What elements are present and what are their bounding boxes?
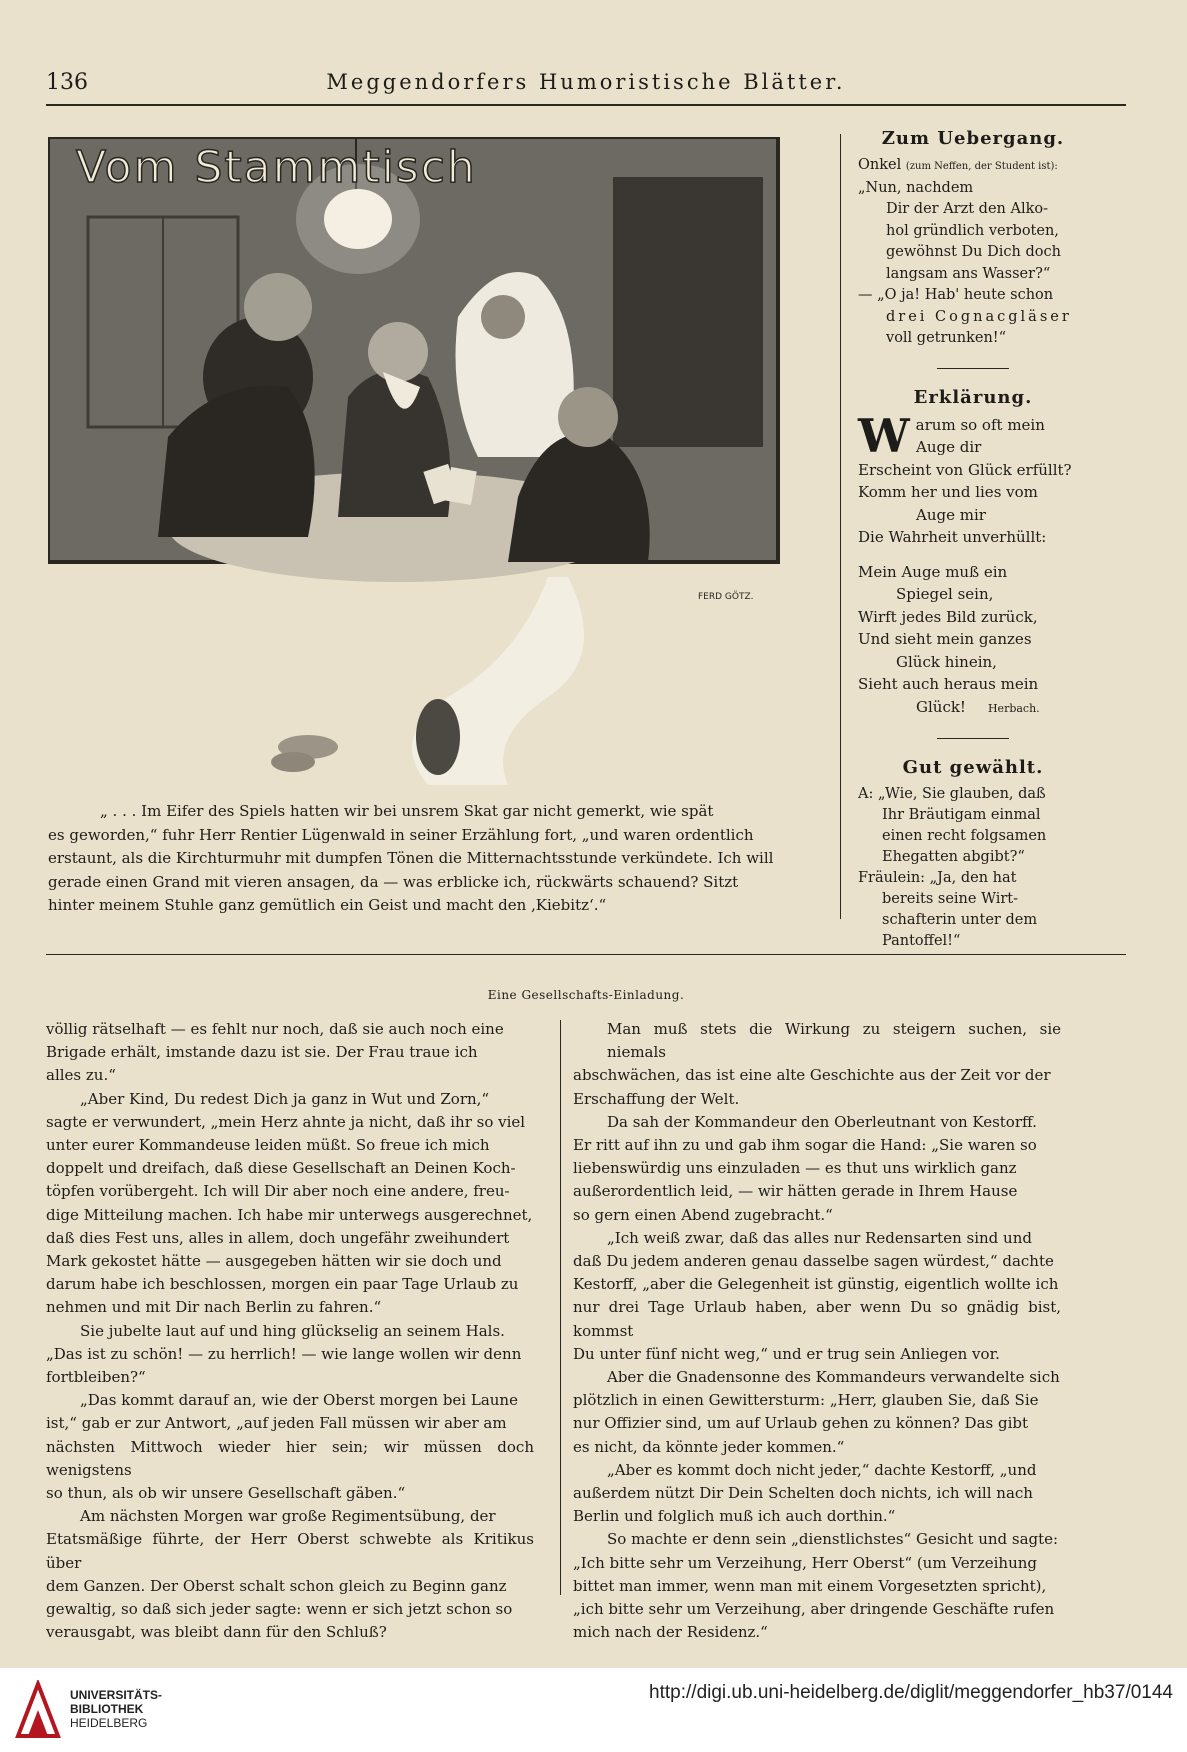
story-paragraph <box>46 1320 534 1390</box>
story-line: „Aber Kind, Du redest Dich ja ganz in Wut und Zorn,“ <box>80 1089 490 1108</box>
story-line: Man muß stets die Wirkung zu steigern suchen, sie niemals <box>607 1020 1061 1062</box>
dialog-line: Ehegatten abgibt?“ <box>882 849 1025 865</box>
dialog-line: schafterin unter dem <box>882 912 1038 928</box>
uebergang-note: (zum Neffen, der Student ist): <box>905 161 1058 172</box>
library-logo-icon <box>14 1680 62 1740</box>
library-name-line: BIBLIOTHEK <box>70 1702 144 1716</box>
poem-line: Komm her und lies vom <box>858 483 1038 501</box>
uebergang-line: Dir der Arzt den Alko- <box>886 201 1049 217</box>
story-line: nur Offizier sind, um auf Urlaub gehen zu können? Das gibt <box>573 1414 1029 1433</box>
story-paragraph <box>573 1111 1061 1227</box>
sidebar-divider <box>840 134 841 919</box>
story-paragraph <box>573 1227 1061 1366</box>
uebergang-text <box>858 155 1088 350</box>
story-line: so gern einen Abend zugebracht.“ <box>573 1205 833 1224</box>
poem-line: Auge mir <box>916 505 986 524</box>
artist-signature: FERD GÖTZ. <box>698 592 754 602</box>
poem-line: Und sieht mein ganzes <box>858 630 1032 648</box>
library-name <box>70 1688 162 1730</box>
story-line: Da sah der Kommandeur den Oberleutnant von Kestorff. <box>607 1112 1037 1131</box>
story-line: darum habe ich beschlossen, morgen ein paar Tage Urlaub zu <box>46 1275 519 1294</box>
poem-line: Spiegel sein, <box>896 585 994 603</box>
story-line: sagte er verwundert, „mein Herz ahnte ja nicht, daß ihr so viel <box>46 1112 526 1131</box>
story-line: Mark gekostet hätte — ausgegeben hätten wir sie doch und <box>46 1252 502 1271</box>
story-line: nehmen und mit Dir nach Berlin zu fahren.“ <box>46 1298 382 1317</box>
story-line: „ich bitte sehr um Verzeihung, aber dringende Geschäfte rufen <box>573 1600 1055 1619</box>
poem-line: Erscheint von Glück erfüllt? <box>858 460 1072 479</box>
uebergang-line: drei Cognacgläser <box>886 308 1072 325</box>
story-line: „Aber es kommt doch nicht jeder,“ dachte Kestorff, „und <box>607 1460 1037 1479</box>
uebergang-line: voll getrunken!“ <box>886 330 1007 346</box>
illustration-caption <box>48 800 816 918</box>
illustration-title: Vom Stammtisch <box>76 142 477 193</box>
story-paragraph <box>573 1018 1061 1111</box>
source-url-link[interactable]: http://digi.ub.uni-heidelberg.de/diglit/meggendorfer_hb37/0144 <box>649 1682 1173 1703</box>
poem-line: Glück hinein, <box>896 652 997 671</box>
sidebar <box>858 128 1088 952</box>
dialog-line: Pantoffel!“ <box>882 933 961 949</box>
story-line: Kestorff, „aber die Gelegenheit ist günstig, eigentlich wollte ich <box>573 1275 1059 1294</box>
story-line: völlig rätselhaft — es fehlt nur noch, daß sie auch noch eine <box>46 1020 504 1038</box>
caption-line: erstaunt, als die Kirchturmuhr mit dumpfen Tönen die Mitternachtsstunde verkündete. Ich will <box>48 849 774 867</box>
story-line: Aber die Gnadensonne des Kommandeurs verwandelte sich <box>607 1368 1060 1387</box>
library-name-line: HEIDELBERG <box>70 1716 148 1730</box>
story-line: verausgabt, was bleibt dann für den Schluß? <box>46 1623 387 1642</box>
dialog-line: Ihr Bräutigam einmal <box>882 807 1041 823</box>
story-line: es nicht, da könnte jeder kommen.“ <box>573 1437 845 1456</box>
column-divider <box>560 1020 561 1595</box>
story-line: Erschaffung der Welt. <box>573 1089 740 1108</box>
caption-line: gerade einen Grand mit vieren ansagen, da — was erblicke ich, rückwärts schauend? Sitzt <box>48 872 739 891</box>
story-line: außerordentlich leid, — wir hätten gerade in Ihrem Hause <box>573 1182 1018 1201</box>
poem-line: Auge dir <box>916 438 982 456</box>
stammtisch-illustration <box>48 137 808 785</box>
story-paragraph <box>46 1088 534 1320</box>
story-line: fortbleiben?“ <box>46 1368 146 1387</box>
story-line: „Ich bitte sehr um Verzeihung, Herr Oberst“ (um Verzeihung <box>573 1553 1037 1572</box>
dialog-line: Fräulein: „Ja, den hat <box>858 870 1017 886</box>
section-rule <box>937 738 1009 739</box>
header-rule <box>46 104 1126 106</box>
uebergang-speaker: Onkel <box>858 157 902 173</box>
poem-line: Die Wahrheit unverhüllt: <box>858 528 1047 546</box>
story-column-right <box>573 1018 1061 1644</box>
story-line: „Ich weiß zwar, daß das alles nur Redensarten sind und <box>607 1228 1032 1247</box>
story-line: So machte er denn sein „dienstlichstes“ Gesicht und sagte: <box>607 1530 1059 1549</box>
story-line: gewaltig, so daß sich jeder sagte: wenn er sich jetzt schon so <box>46 1600 513 1619</box>
story-line: Du unter fünf nicht weg,“ und er trug sein Anliegen vor. <box>573 1344 1000 1363</box>
story-line: daß dies Fest uns, alles in allem, doch ungefähr zweihundert <box>46 1228 510 1247</box>
uebergang-line: langsam ans Wasser?“ <box>886 265 1051 282</box>
story-line: abschwächen, das ist eine alte Geschichte aus der Zeit vor der <box>573 1066 1051 1085</box>
story-paragraph <box>573 1459 1061 1529</box>
poem-line: Wirft jedes Bild zurück, <box>858 607 1038 626</box>
uebergang-line: gewöhnst Du Dich doch <box>886 244 1061 260</box>
story-line: dige Mitteilung machen. Ich habe mir unterwegs ausgerechnet, <box>46 1205 533 1224</box>
story-line: töpfen vorübergeht. Ich will Dir aber noch eine andere, freu- <box>46 1182 510 1201</box>
poem-line: arum so oft mein <box>915 415 1045 434</box>
caption-line: „ . . . Im Eifer des Spiels hatten wir bei unsrem Skat gar nicht gemerkt, wie spät <box>100 802 714 820</box>
section-divider <box>46 954 1126 955</box>
gut-gewaehlt-text <box>858 784 1088 952</box>
story-title: Eine Gesellschafts-Einladung. <box>487 988 685 1002</box>
story-line: nur drei Tage Urlaub haben, aber wenn Du so gnädig bist, kommst <box>573 1298 1061 1340</box>
story-line: „Das kommt darauf an, wie der Oberst morgen bei Laune <box>80 1391 518 1410</box>
drop-cap: W <box>858 408 910 463</box>
story-line: ist,“ gab er zur Antwort, „auf jeden Fall müssen wir aber am <box>46 1414 507 1433</box>
caption-line: es geworden,“ fuhr Herr Rentier Lügenwald in seiner Erzählung fort, „und waren ordentlich <box>48 825 754 844</box>
story-paragraph <box>573 1366 1061 1459</box>
dialog-line: bereits seine Wirt- <box>882 891 1019 907</box>
page-number: 136 <box>46 70 88 95</box>
uebergang-line: „Nun, nachdem <box>858 179 974 196</box>
story-paragraph <box>46 1389 534 1505</box>
library-name-line: UNIVERSITÄTS- <box>70 1688 163 1702</box>
erklaerung-poem <box>858 408 1088 721</box>
story-line: Brigade erhält, imstande dazu ist sie. Der Frau traue ich <box>46 1043 478 1062</box>
story-line: mich nach der Residenz.“ <box>573 1623 768 1642</box>
uebergang-line: hol gründlich verboten, <box>886 222 1059 239</box>
story-paragraph <box>46 1505 534 1644</box>
caption-line: hinter meinem Stuhle ganz gemütlich ein Geist und macht den ‚Kiebitz‘.“ <box>48 896 607 914</box>
story-paragraph <box>46 1018 534 1088</box>
story-line: dem Ganzen. Der Oberst schalt schon gleich zu Beginn ganz <box>46 1576 507 1595</box>
running-header <box>46 70 1126 100</box>
story-line: Am nächsten Morgen war große Regimentsübung, der <box>80 1507 496 1526</box>
story-line: daß Du jedem anderen genau dasselbe sagen würdest,“ dachte <box>573 1252 1054 1271</box>
story-line: „Das ist zu schön! — zu herrlich! — wie lange wollen wir denn <box>46 1344 522 1363</box>
story-line: bittet man immer, wenn man mit einem Vorgesetzten spricht), <box>573 1576 1047 1595</box>
running-title: Meggendorfers Humoristische Blätter. <box>326 70 846 94</box>
gut-gewaehlt-title: Gut gewählt. <box>902 757 1044 778</box>
poem-line: Sieht auch heraus mein <box>858 675 1039 693</box>
story-line: Er ritt auf ihn zu und gab ihm sogar die Hand: „Sie waren so <box>573 1136 1037 1155</box>
story-paragraph <box>573 1528 1061 1644</box>
story-line: so thun, als ob wir unsere Gesellschaft gäben.“ <box>46 1484 406 1503</box>
story-line: plötzlich in einen Gewittersturm: „Herr, glauben Sie, daß Sie <box>573 1391 1039 1410</box>
story-line: doppelt und dreifach, daß diese Gesellschaft an Deinen Koch- <box>46 1159 516 1178</box>
story-line: Berlin und folglich muß ich auch dorthin.“ <box>573 1507 896 1526</box>
story-column-left <box>46 1018 534 1644</box>
poem-line: Glück! <box>916 697 966 716</box>
erklaerung-title: Erklärung. <box>913 386 1033 408</box>
poem-line: Mein Auge muß ein <box>858 562 1008 581</box>
story-line: nächsten Mittwoch wieder hier sein; wir müssen doch wenigstens <box>46 1437 534 1479</box>
uebergang-title: Zum Uebergang. <box>881 128 1065 149</box>
story-line: Sie jubelte laut auf und hing glückselig an seinem Hals. <box>80 1321 505 1340</box>
story-line: unter eurer Kommandeuse leiden müßt. So freue ich mich <box>46 1136 490 1155</box>
story-line: außerdem nützt Dir Dein Schelten doch nichts, ich will nach <box>573 1484 1033 1503</box>
section-rule <box>937 368 1009 369</box>
story-line: liebenswürdig uns einzuladen — es thut uns wirklich ganz <box>573 1159 1017 1178</box>
story-line: alles zu.“ <box>46 1066 116 1085</box>
illustration-drawing <box>48 137 808 785</box>
poem-author: Herbach. <box>987 701 1040 715</box>
dialog-line: einen recht folgsamen <box>882 828 1047 844</box>
digitization-footer <box>0 1668 1187 1752</box>
dialog-line: A: „Wie, Sie glauben, daß <box>858 786 1046 802</box>
story-line: Etatsmäßige führte, der Herr Oberst schwebte als Kritikus über <box>46 1530 534 1572</box>
uebergang-line: — „O ja! Hab' heute schon <box>858 287 1054 303</box>
